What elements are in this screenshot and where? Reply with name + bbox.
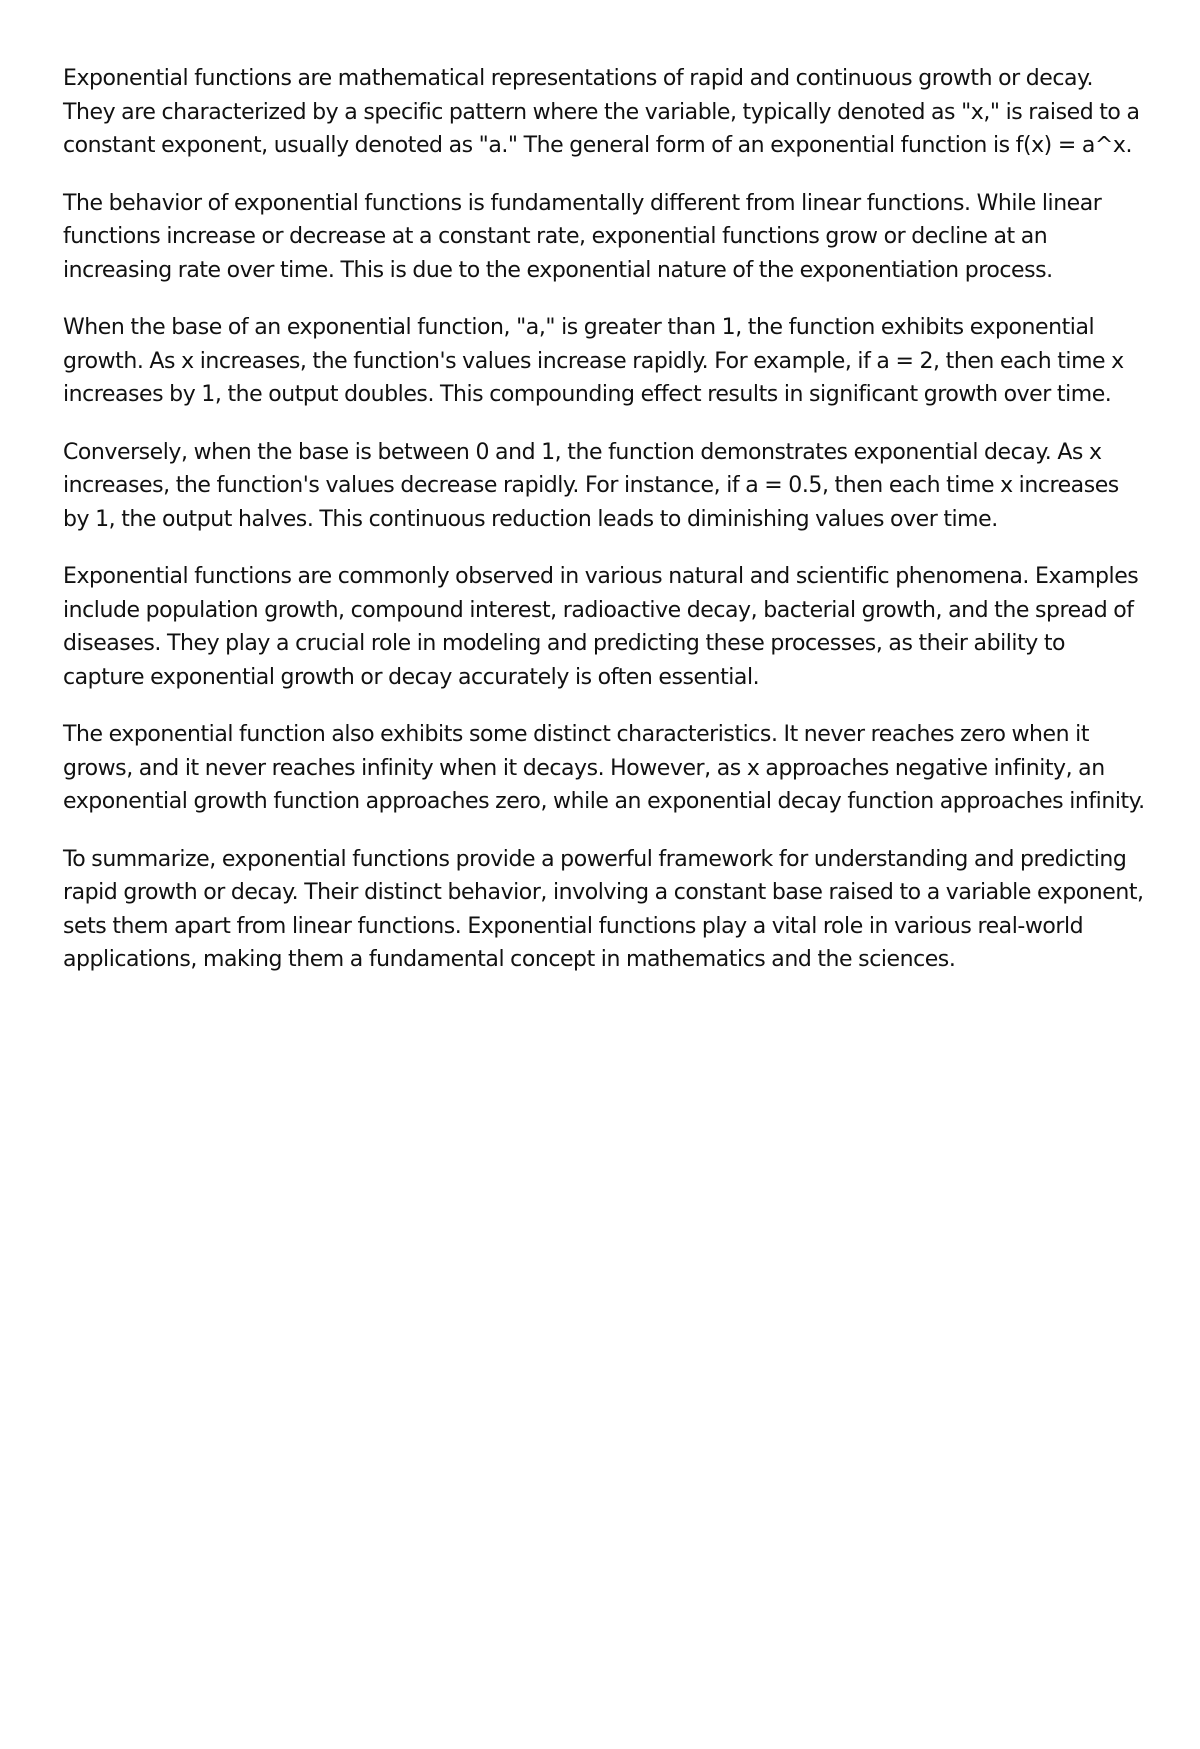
document-body: [63, 62, 1148, 1001]
paragraph-4: Conversely, when the base is between 0 and 1, the function demonstrates exponential decay. As x increases, the function's values decrease rapidly. For instance, if a = 0.5, then each time x increases by 1, the output halves. This continuous reduction leads to diminishing values over time.: [63, 439, 1119, 532]
paragraph-5: Exponential functions are commonly observed in various natural and scientific phenomena. Examples include population growth, compound interest, radioactive decay, bacterial growth, and the spread of diseases. They play a crucial role in modeling and predicting these processes, as their ability to capture exponential growth or decay accurately is often essential.: [63, 564, 1139, 690]
paragraph-1: Exponential functions are mathematical representations of rapid and continuous growth or decay. They are characterized by a specific pattern where the variable, typically denoted as "x," is raised to a constant exponent, usually denoted as "a." The general form of an exponential function is f(x) = a^x.: [63, 66, 1140, 158]
paragraph-3: When the base of an exponential function, "a," is greater than 1, the function exhibits exponential growth. As x increases, the function's values increase rapidly. For example, if a = 2, then each time x increases by 1, the output doubles. This compounding effect results in significant growth over time.: [63, 315, 1124, 407]
paragraph-7: To summarize, exponential functions provide a powerful framework for understanding and predicting rapid growth or decay. Their distinct behavior, involving a constant base raised to a variable exponent, sets them apart from linear functions. Exponential functions play a vital role in various real-world applications, making them a fundamental concept in mathematics and the sciences.: [63, 846, 1144, 972]
paragraph-6: The exponential function also exhibits some distinct characteristics. It never reaches zero when it grows, and it never reaches infinity when it decays. However, as x approaches negative infinity, an exponential growth function approaches zero, while an exponential decay function approaches infinity.: [63, 722, 1145, 814]
paragraph-2: The behavior of exponential functions is fundamentally different from linear functions. While linear functions increase or decrease at a constant rate, exponential functions grow or decline at an increasing rate over time. This is due to the exponential nature of the exponentiation process.: [63, 190, 1102, 283]
